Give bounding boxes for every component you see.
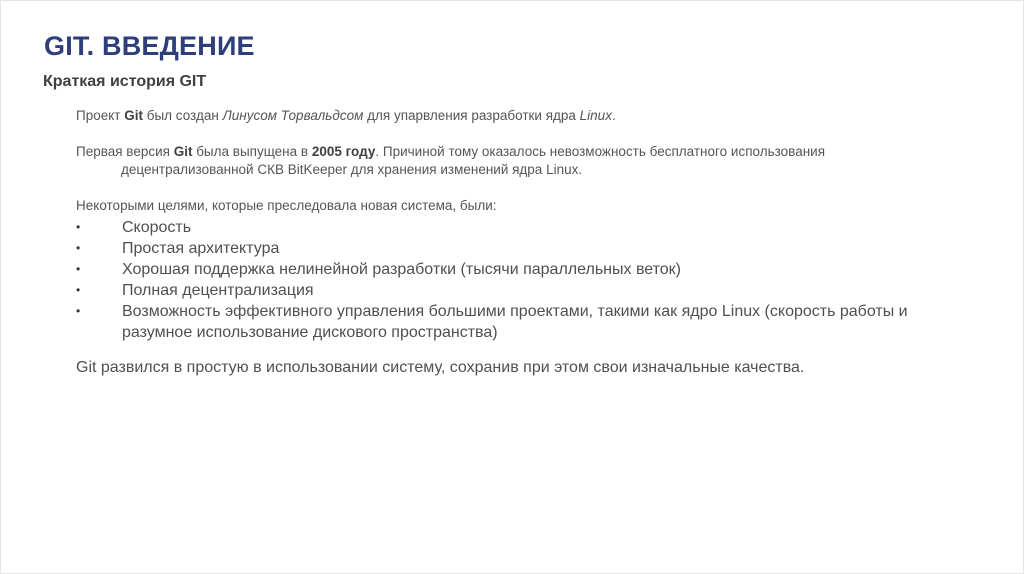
text-fragment: для упарвления разработки ядра bbox=[363, 108, 580, 123]
paragraph-continuation: децентрализованной СКВ BitKeeper для хранения изменений ядра Linux. bbox=[121, 162, 583, 177]
goal-text: Простая архитектура bbox=[122, 240, 280, 257]
bullet-icon: • bbox=[76, 304, 81, 318]
goal-text: Полная децентрализация bbox=[122, 282, 314, 299]
paragraph-first-version bbox=[76, 143, 956, 179]
list-item bbox=[76, 301, 956, 343]
git-term: Git bbox=[173, 144, 193, 159]
list-item bbox=[76, 217, 956, 238]
list-item bbox=[76, 238, 956, 259]
goal-text: Возможность эффективного управления большими проектами, такими как ядро Linux (скорость работы и разумное использование дискового пространства) bbox=[122, 303, 908, 341]
goal-text: Скорость bbox=[122, 219, 192, 236]
slide-subtitle: Краткая история GIT bbox=[43, 73, 207, 90]
goals-list bbox=[76, 217, 956, 343]
slide-body bbox=[76, 107, 956, 378]
text-fragment: . Причиной тому оказалось невозможность бесплатного использования bbox=[375, 144, 826, 159]
text-fragment: . bbox=[611, 108, 616, 123]
goal-text: Хорошая поддержка нелинейной разработки (тысячи параллельных веток) bbox=[122, 261, 681, 278]
author-name: Линусом Торвальдсом bbox=[222, 108, 364, 123]
text-fragment: был создан bbox=[142, 108, 223, 123]
text-fragment: была выпущена в bbox=[192, 144, 312, 159]
release-year: 2005 году bbox=[311, 144, 376, 159]
paragraph-creation bbox=[76, 107, 956, 125]
bullet-icon: • bbox=[76, 283, 81, 297]
list-item bbox=[76, 280, 956, 301]
bullet-icon: • bbox=[76, 241, 81, 255]
text-fragment: Первая версия bbox=[76, 144, 174, 159]
goals-intro: Некоторыми целями, которые преследовала новая система, были: bbox=[76, 198, 497, 213]
conclusion: Git развился в простую в использовании систему, сохранив при этом свои изначальные качества. bbox=[76, 359, 805, 376]
bullet-icon: • bbox=[76, 262, 81, 276]
bullet-icon: • bbox=[76, 220, 81, 234]
slide-title: GIT. ВВЕДЕНИЕ bbox=[44, 31, 255, 61]
linux-term: Linux bbox=[579, 108, 612, 123]
list-item bbox=[76, 259, 956, 280]
git-term: Git bbox=[124, 108, 143, 123]
text-fragment: Проект bbox=[76, 108, 125, 123]
